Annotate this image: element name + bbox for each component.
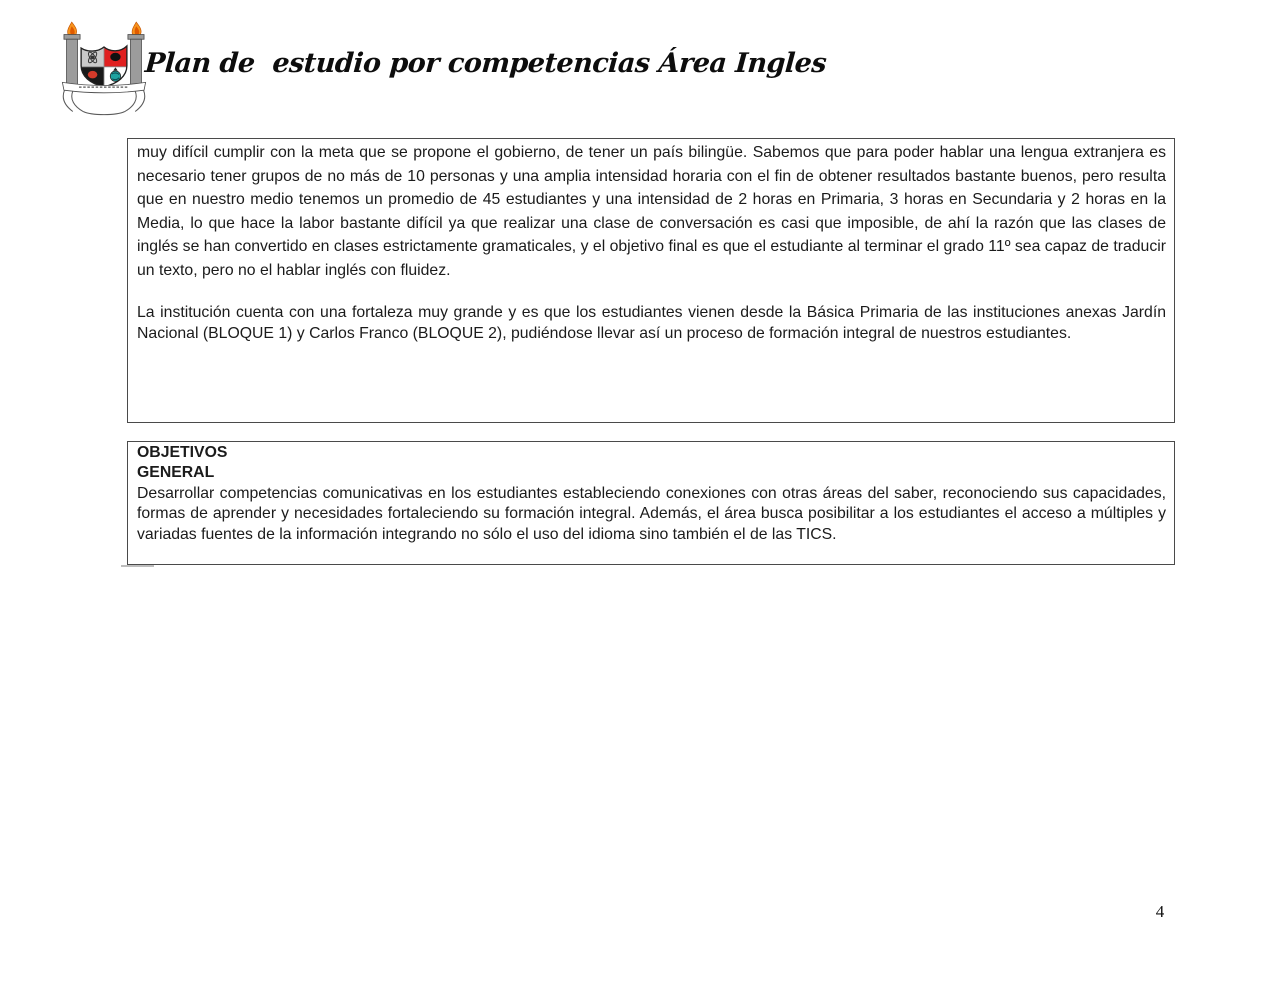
right-tower-icon — [128, 22, 144, 87]
objectives-heading: OBJETIVOS — [137, 444, 228, 461]
objectives-paragraph: Desarrollar competencias comunicativas en los estudiantes estableciendo conexiones con otras áreas del saber, reconociendo sus capacidades, formas de aprender y necesidades fortaleciendo su formación integral. Además, el área busca posibilitar a los estudiantes el acceso a múltiples y variadas fuentes de la información integrando no sólo el uso del idioma sino también el de las TICS. — [137, 484, 1166, 543]
red-oval-emblem — [88, 71, 98, 78]
intro-paragraph-2: La institución cuenta con una fortaleza muy grande y es que los estudiantes vienen desde la Básica Primaria de las instituciones anexas Jardín Nacional (BLOQUE 1) y Carlos Franco (BLOQUE 2), pudiéndose llevar así un proceso de formación integral de nuestros estudiantes. — [137, 304, 1166, 342]
left-tower-icon — [64, 22, 80, 87]
school-crest-logo — [60, 20, 148, 124]
black-oval-emblem — [110, 53, 120, 61]
page-number: 4 — [1155, 902, 1165, 921]
ribbon-banner-icon — [62, 82, 145, 114]
shield-icon — [81, 46, 127, 87]
page-title: Plan de estudio por competencias Área Ingles — [143, 48, 828, 79]
intro-paragraph-1: muy difícil cumplir con la meta que se propone el gobierno, de tener un país bilingüe. Sabemos que para poder hablar una lengua extranjera es necesario tener grupos de no más de 10 personas y una amplia intensidad horaria con el fin de obtener resultados bastante buenos, pero resulta que en nuestro medio tenemos un promedio de 45 estudiantes y una intensidad de 2 horas en Primaria, 3 horas en Secundaria y 2 horas en la Media, lo que hace la labor bastante difícil ya que realizar una clase de conversación es casi que imposible, de ahí la razón que las clases de inglés se han convertido en clases estrictamente gramaticales, y el objetivo final es que el estudiante al terminar el grado 11º sea capaz de traducir un texto, pero no el hablar inglés con fluidez. — [137, 144, 1166, 279]
objectives-box — [127, 441, 1175, 565]
stray-border-artifact — [121, 565, 154, 567]
objectives-subheading: GENERAL — [137, 464, 215, 482]
intro-text-box — [127, 138, 1175, 423]
